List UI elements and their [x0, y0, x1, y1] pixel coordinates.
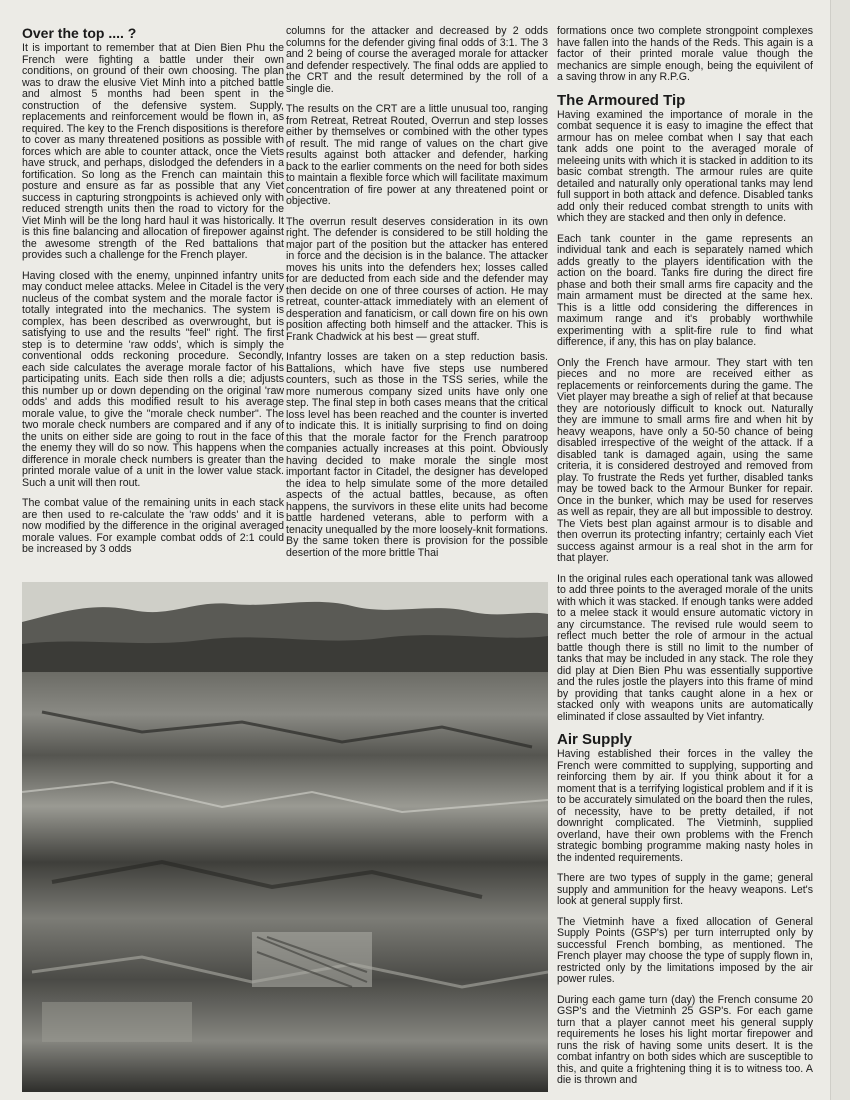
paragraph: During each game turn (day) the French consume 20 GSP's and the Vietminh 25 GSP's. For each game turn that a player cannot meet his general supply requirements he loses his light mortar firepower and runs the risk of having some units desert. It is the combat infantry on both sides which are susceptible to this, and quite a frightening thing it is to witness too. A die is thrown and — [557, 993, 813, 1086]
paragraph: Having closed with the enemy, unpinned infantry units may conduct melee attacks. Melee in Citadel is the very nucleus of the combat system and the morale factor is totally integrated into the mechanics. The system is complex, has been described as overwrought, but is satisfying to use and the results "feel" right. The first step is to determine 'raw odds', which is simply the conventional odds reckoning procedure. Secondly, each side calculates the average morale factor of his participating units. Each side then rolls a die; adjusts this number up or down depending on the original 'raw odds' and adds this modified result to his average morale value, to give the "morale check number". The two morale check numbers are compared and if any of the units on either side are going to rout in the face of the enemy they will do so now. This happens when the difference in morale check numbers is greater than the printed morale value of a unit in the lower value stack. Such a unit will then rout. — [22, 269, 284, 489]
paragraph: Having examined the importance of morale in the combat sequence it is easy to imagine the effect that armour has on melee combat when I say that each tank adds one point to the averaged morale of meleeing units with which it is stacked in addition to its basic combat strength. The armour rules are quite detailed and naturally only operational tanks may lend full support in both attack and defence. Disabled tanks add only their reduced combat strength to units with which they are stacked and then only in defence. — [557, 108, 813, 224]
paragraph: It is important to remember that at Dien Bien Phu the French were fighting a battle under their own conditions, on ground of their own choosing. The plan was to draw the elusive Viet Minh into a pitched battle and almost 5 months had been spent in the construction of the defensive system. Supply, replacements and reinforcement would be flown in, as required. The key to the French dispositions is therefore to cover as many threatened positions as possible with forces which are able to counter attack, once the Viets have struck, and perhaps, dislodged the defenders in a fortification. So long as the French can maintain this posture and ensure as far as possible that any Viet success in capturing strongpoints is achieved only with reduced strength units then the road to victory for the Viet Minh will be the long hard haul it was historically. It is this fine balancing and allocation of firepower against the awesome strength of the Red battalions that provides such a challenge for the French player. — [22, 42, 284, 261]
paragraph: The overrun result deserves consideration in its own right. The defender is considered to be still holding the major part of the position but the attacker has entered in force and the decision is in the balance. The attacker moves his units into the defenders hex; losses called for are deducted from each side and the defender may then decide on one of three courses of action. He may retreat, counter-attack immediately with an element of desperation and fanaticism, or call down fire on his own position affecting both himself and the attacker. This is Frank Chadwick at his best — great stuff. — [286, 215, 548, 343]
paragraph: columns for the attacker and decreased by 2 odds columns for the defender giving final odds of 3:1. The 3 and 2 being of course the averaged morale for attacker and defender respectively. The final odds are applied to the CRT and the result determined by the roll of a single die. — [286, 25, 548, 95]
trenchworks — [22, 672, 548, 1092]
paragraph: Infantry losses are taken on a step reduction basis. Battalions, which have five steps use numbered counters, such as those in the TSS series, while the more numerous company sized units have only one step. The final step in both cases means that the critical loss level has been reached and the counter is inverted to indicate this. It is initially surprising to find on doing this that the morale factor for the French paratroop companies actually increases at this point. Obviously having decided to make morale the single most important factor in Citadel, the designer has developed the idea to help simulate some of the more detailed aspects of the actual battles, because, as often happens, the survivors in these elite units had become battle hardened veterans, able to perform with a tenacity unequalled by the more loosely-knit formations. By the same token there is provision for the possible desertion of the more brittle Thai — [286, 351, 548, 559]
column-3 — [557, 26, 813, 1096]
section-heading-over-the-top: Over the top .... ? — [22, 25, 137, 41]
battlefield-photo — [22, 582, 548, 1092]
column-2 — [286, 26, 548, 568]
paragraph: formations once two complete strongpoint complexes have fallen into the hands of the Reds. This again is a factor of their printed morale value though the mechanics are simple enough, being the equivilent of a saving throw in any R.P.G. — [557, 25, 813, 83]
section-heading-armoured-tip: The Armoured Tip — [557, 91, 686, 109]
paragraph: There are two types of supply in the game; general supply and ammunition for the heavy weapons. Let's look at general supply first. — [557, 872, 813, 907]
hills-silhouette — [22, 582, 548, 672]
paragraph: Only the French have armour. They start with ten pieces and no more are received either as replacements or reinforcements during the game. The Viet player may breathe a sigh of relief at that because they are notoriously difficult to knock out. Naturally they are immune to small arms fire and when hit by heavy weapons, have only a 50-50 chance of being disabled irrespective of the weight of the attack. If a disabled tank is damaged again, using the same criteria, it is considered destroyed and removed from play. To frustrate the Reds yet further, disabled tanks may be towed back to the Armour Bunker for repair. Once in the bunker, which may be used for reserves as well as repair, they are all but impossible to destroy. The Viets best plan against armour is to disable and then overrun its protecting infantry; certainly each Viet success against armour is a real shot in the arm for that player. — [557, 356, 813, 564]
paragraph: The combat value of the remaining units in each stack are then used to re-calculate the 'raw odds' and it is now modified by the difference in the original averaged morale values. For example combat odds of 2:1 could be increased by 3 odds — [22, 497, 284, 555]
section-heading-air-supply: Air Supply — [557, 731, 633, 748]
paragraph: The Vietminh have a fixed allocation of General Supply Points (GSP's) per turn interrupted only by successful French bombing, as mentioned. The French player may choose the type of supply flown in, restricted only by the limitations imposed by the air power rules. — [557, 915, 813, 985]
adjacent-page-edge — [830, 0, 850, 1100]
paragraph: In the original rules each operational tank was allowed to add three points to the averaged morale of the units with which it was stacked. If enough tanks were added to a melee stack it would ensure automatic victory in any circumstance. The revised rule would seem to reflect much better the role of armour in the actual battle though there is still no limit to the number of tanks that may be included in any stack. The role they did play at Dien Bien Phu was essentially supportive and the rules jostle the players into this frame of mind by providing that tanks caught alone in a hex or stacked only with weapons units are automatically eliminated if close assaulted by Viet infantry. — [557, 572, 813, 723]
paragraph: Each tank counter in the game represents an individual tank and each is separately named which adds greatly to the players identification with the action on the board. Tanks fire during the direct fire phase and both their small arms fire capacity and the main armament must be directed at the same hex. This is a little odd considering the differences in maximum range and it's probably worthwhile experimenting with a split-fire rule to find what difference, if any, this has on play balance. — [557, 232, 813, 348]
column-1 — [22, 26, 284, 565]
paragraph: The results on the CRT are a little unusual too, ranging from Retreat, Retreat Routed, Overrun and step losses either by themselves or combined with the other types of result. The mid range of values on the chart give results against both attacker and defender, harking back to the earlier comments on the need for both sides to maintain a flexible force which will facilitate maximum concentration of fire power at any threatened point or objective. — [286, 103, 548, 207]
paragraph: Having established their forces in the valley the French were committed to supplying, supporting and reinforcing them by air. If you think about it for a moment that is a terrifying logistical problem and if it is to be accurately simulated on the board then the rules, of necessity, have to be pretty detailed, if not downright complicated. The Vietminh, supplied overland, have their own problems with the French strategic bombing programme making nasty holes in the indented requirements. — [557, 748, 813, 864]
